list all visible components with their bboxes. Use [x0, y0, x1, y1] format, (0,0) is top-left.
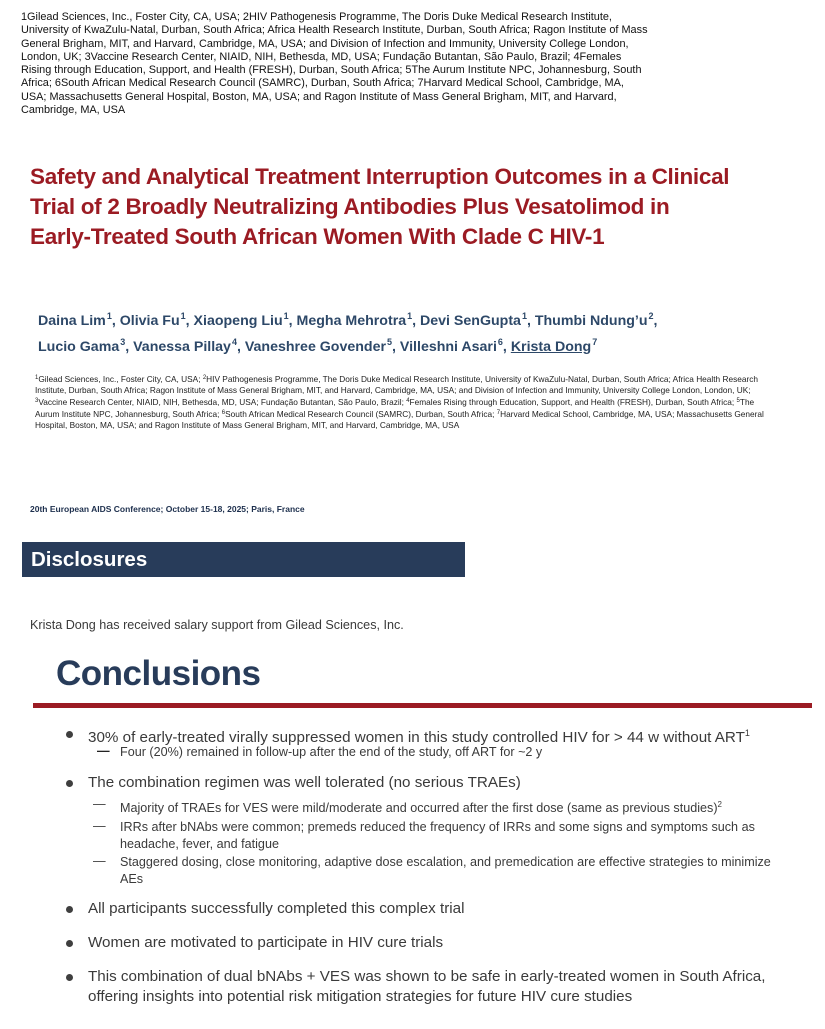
- author: Xiaopeng Liu$^1$,: [193, 311, 297, 329]
- dash-marker: —: [93, 819, 106, 833]
- conclusion-subitem: Majority of TRAEs for VES were mild/moderate and occurred after the first dose (same as previous studies)$^2$: [120, 800, 722, 815]
- author: Megha Mehrotra$^1$,: [296, 311, 421, 329]
- author: Vanessa Pillay$^4$,: [133, 337, 245, 355]
- bullet-dot: [66, 906, 73, 913]
- affiliations-footnote: $^1$Gilead Sciences, Inc., Foster City, CA, USA; $^2$HIV Pathogenesis Programme, The Doris Duke Medical Research Institute, University of KwaZulu-Natal, Durban, South Africa; Africa Health Research Institute, Durban, South Africa; Ragon Institute of Mass General Brigham, MIT, and Harvard, Cambridge, MA, USA; and Division of Infection and Immunity, University College London, London, UK; $^3$Vaccine Research Center, NIAID, NIH, Bethesda, MD, USA; Fundação Butantan, São Paulo, Brazil; $^4$Females Rising through Education, Support, and Health (FRESH), Durban, South Africa; $^5$The Aurum Institute NPC, Johannesburg, South Africa; $^6$South African Medical Research Council (SAMRC), Durban, South Africa; $^7$Harvard Medical School, Cambridge, MA, USA; Massachusetts General Hospital, Boston, MA, USA; and Ragon Institute of Mass General Brigham, MIT, and Harvard, Cambridge, MA, USA: [35, 374, 764, 431]
- conclusions-heading: Conclusions: [56, 654, 261, 693]
- bullet-dot: [66, 940, 73, 947]
- dash-marker: —: [97, 744, 110, 758]
- dash-marker: —: [93, 797, 106, 811]
- dash-marker: —: [93, 854, 106, 868]
- conclusions-divider: [33, 703, 812, 708]
- conclusion-item: Women are motivated to participate in HIV cure trials: [88, 934, 444, 951]
- conclusion-subitem: Four (20%) remained in follow-up after the end of the study, off ART for ~2 y: [120, 745, 543, 759]
- disclosures-heading: Disclosures: [31, 548, 148, 571]
- affiliations-block: 1Gilead Sciences, Inc., Foster City, CA, USA; 2HIV Pathogenesis Programme, The Doris Duke Medical Research Institute, University of KwaZulu-Natal, Durban, South Africa; Africa Health Research Institute, Durban, South Africa; Ragon Institute of Mass General Brigham, MIT, and Harvard, Cambridge, MA, USA; and Division of Infection and Immunity, University College London, London, UK; 3Vaccine Research Center, NIAID, NIH, Bethesda, MD, USA; Fundação Butantan, São Paulo, Brazil; 4Females Rising through Education, Support, and Health (FRESH), Durban, South Africa; 5The Aurum Institute NPC, Johannesburg, South Africa; 6South African Medical Research Council (SAMRC), Durban, South Africa; 7Harvard Medical School, Cambridge, MA, USA; Massachusetts General Hospital, Boston, MA, USA; and Ragon Institute of Mass General Brigham, MIT, and Harvard, Cambridge, MA, USA: [21, 11, 648, 117]
- disclosures-header: [22, 542, 465, 577]
- bullet-dot: [66, 731, 73, 738]
- conclusion-item: The combination regimen was well tolerated (no serious TRAEs): [88, 774, 521, 791]
- conclusion-item: All participants successfully completed this complex trial: [88, 900, 465, 917]
- author: Vaneshree Govender$^5$,: [244, 337, 400, 355]
- author: Olivia Fu$^1$,: [119, 311, 194, 329]
- disclosures-text: Krista Dong has received salary support from Gilead Sciences, Inc.: [30, 618, 404, 632]
- conclusion-subitem: Staggered dosing, close monitoring, adaptive dose escalation, and premedication are effective strategies to minimize AEs: [120, 855, 771, 886]
- conference-line: 20th European AIDS Conference; October 15-18, 2025; Paris, France: [30, 504, 305, 514]
- bullet-dot: [66, 780, 73, 787]
- conclusion-subitem: IRRs after bNAbs were common; premeds reduced the frequency of IRRs and some signs and symptoms such as headache, fever, and fatigue: [120, 820, 755, 851]
- author-list: [38, 306, 798, 358]
- author: Villeshni Asari$^6$,: [399, 337, 511, 355]
- author: Devi SenGupta$^1$,: [420, 311, 535, 329]
- author: Thumbi $Ndung’u^2$,: [534, 311, 658, 329]
- poster-title: Safety and Analytical Treatment Interruption Outcomes in a Clinical Trial of 2 Broadly Neutralizing Antibodies Plus Vesatolimod in Early-Treated South African Women With Clade C HIV-1: [30, 164, 730, 249]
- conclusion-item: This combination of dual bNAbs + VES was shown to be safe in early-treated women in South Africa, offering insights into potential risk mitigation strategies for future HIV cure studies: [88, 968, 766, 1005]
- author-link[interactable]: Krista Dong$^7$: [510, 337, 598, 355]
- author: Lucio Gama$^3$,: [38, 337, 134, 355]
- conclusion-item: 30% of early-treated virally suppressed women in this study controlled HIV for > 44 w without ART$^1$: [88, 728, 750, 746]
- bullet-dot: [66, 974, 73, 981]
- author: Daina Lim$^1$,: [38, 311, 120, 329]
